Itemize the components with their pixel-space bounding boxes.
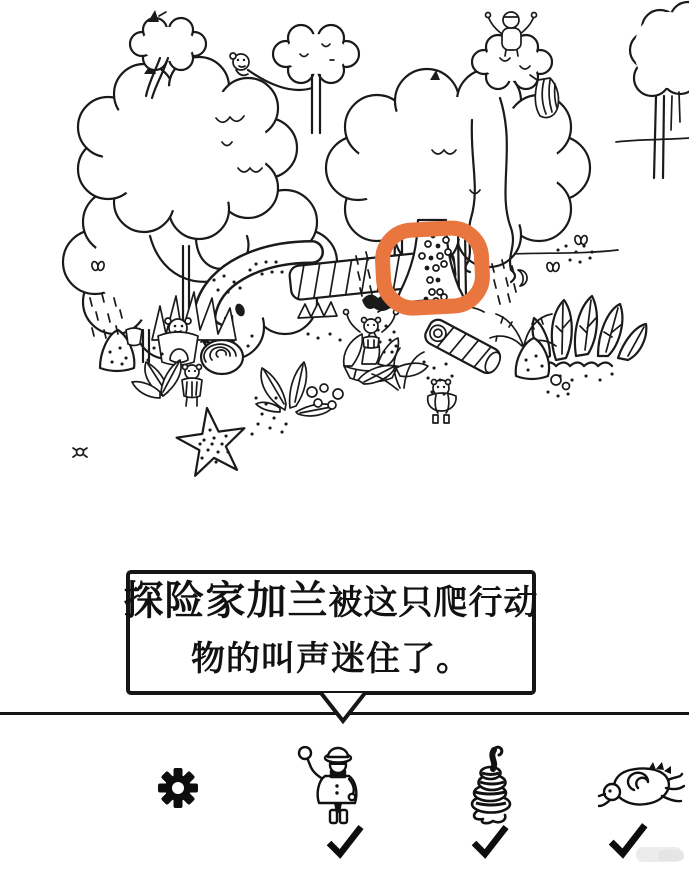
small-monkey[interactable] bbox=[182, 365, 202, 407]
coiled-spiral[interactable] bbox=[201, 340, 243, 374]
clue-target-name: 探险家加兰 bbox=[123, 577, 329, 624]
found-item-explorer[interactable] bbox=[295, 746, 371, 830]
beetle-icon bbox=[73, 448, 87, 457]
tree-far-right[interactable] bbox=[630, 2, 689, 178]
clue-text-1: 被这只爬行动 bbox=[328, 582, 539, 623]
bubble-tail bbox=[317, 693, 369, 725]
explorer-icon bbox=[295, 746, 371, 830]
watermark-smudge bbox=[658, 850, 684, 861]
crescent bbox=[518, 270, 527, 286]
lying-creature-icon bbox=[596, 760, 686, 816]
clue-line-2: 物的叫声迷住了。 bbox=[191, 638, 471, 679]
checkmark-icon bbox=[325, 822, 365, 862]
leaf-cluster-center bbox=[256, 362, 343, 416]
pumpkin-creature[interactable] bbox=[428, 380, 456, 424]
rock-left[interactable] bbox=[100, 328, 142, 371]
clue-bubble bbox=[123, 570, 539, 695]
leaf-plant-left bbox=[132, 360, 181, 398]
gear-icon bbox=[156, 766, 200, 810]
coiled-snake-icon bbox=[463, 744, 519, 826]
monkey-on-branch[interactable] bbox=[230, 53, 249, 75]
checkmark-icon bbox=[470, 822, 510, 862]
settings-button[interactable] bbox=[156, 766, 200, 810]
clue-line-1 bbox=[124, 576, 539, 634]
grass-tuft-center bbox=[298, 302, 337, 318]
found-item-creature[interactable] bbox=[596, 760, 686, 816]
starfish[interactable] bbox=[177, 408, 245, 476]
found-item-snake[interactable] bbox=[463, 744, 519, 826]
